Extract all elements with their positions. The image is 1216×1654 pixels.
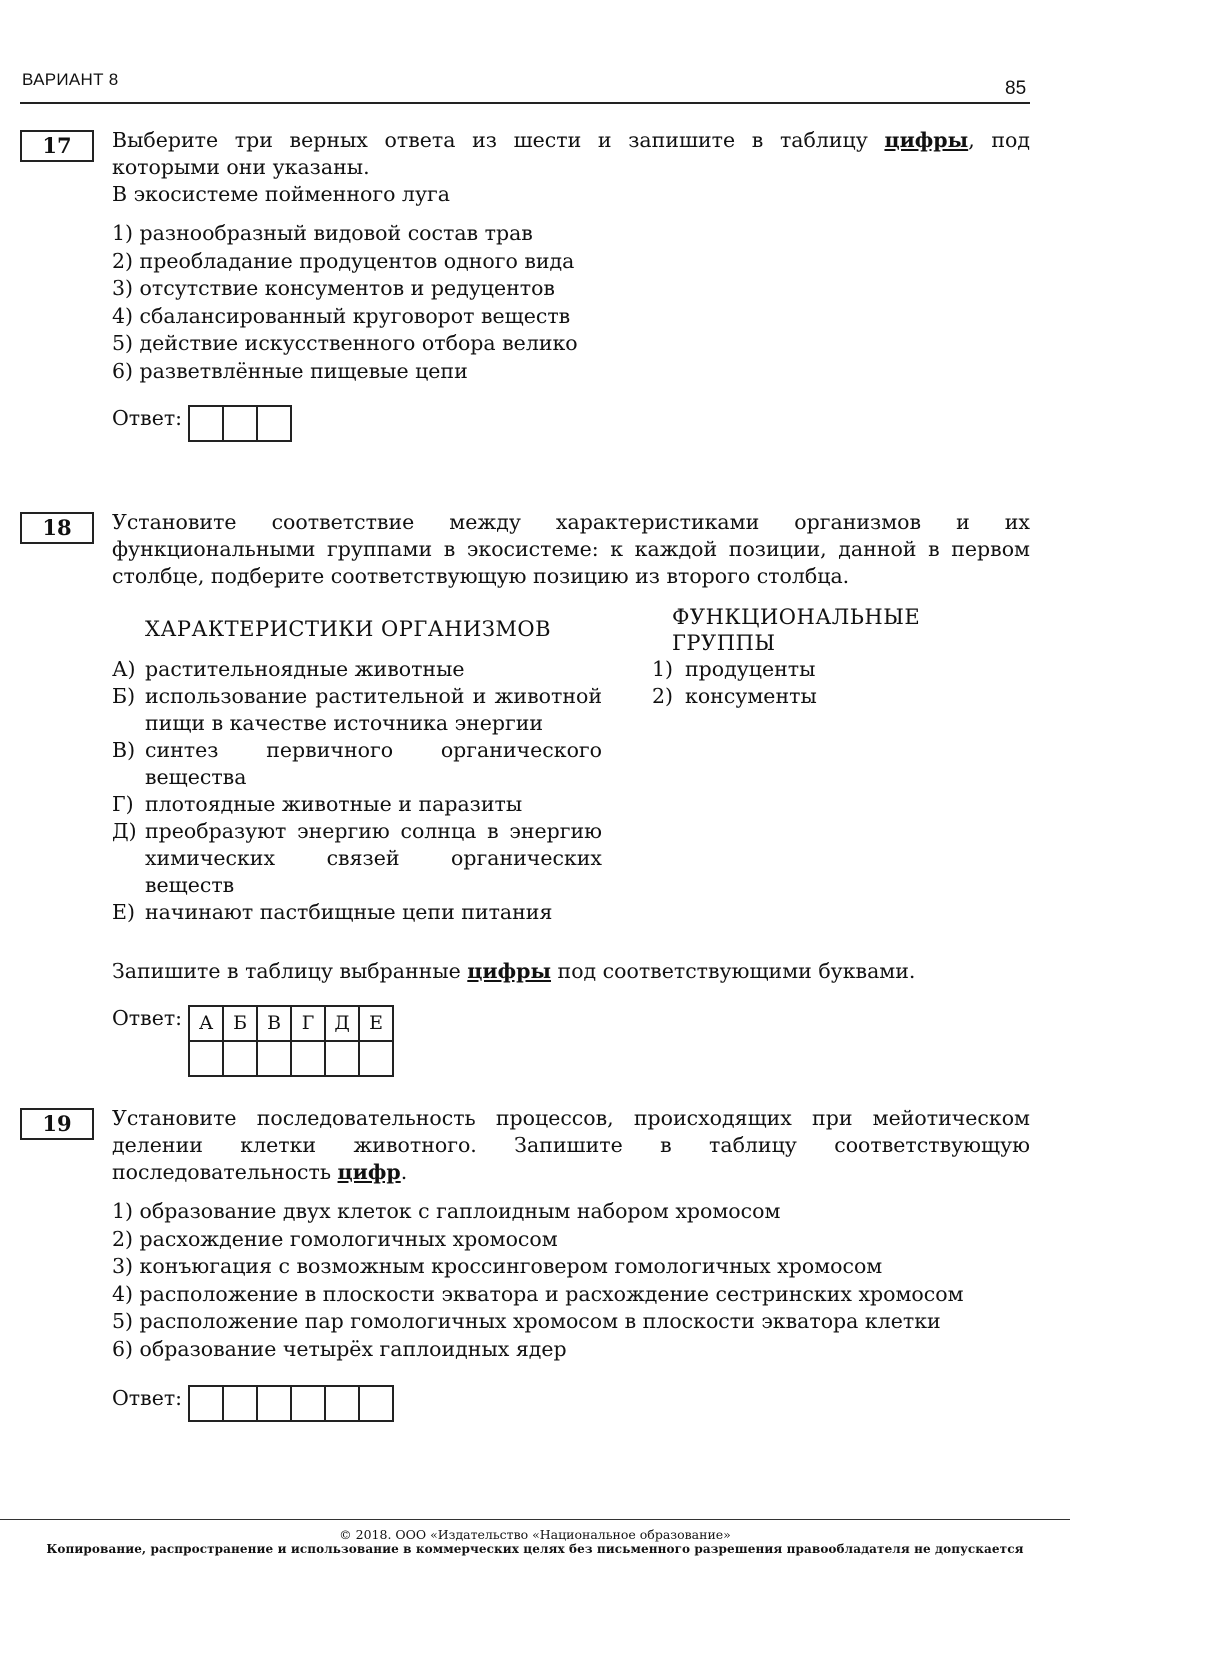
write-text-end: под соответствующими буквами.	[551, 959, 916, 983]
header-divider	[20, 102, 1030, 104]
item-text: плотоядные животные и паразиты	[145, 792, 523, 816]
characteristic-item	[112, 737, 602, 791]
instruction-text-end: .	[400, 1160, 408, 1184]
answer-label: Ответ:	[112, 406, 183, 430]
item-text: преобразуют энергию солнца в энергию химических связей органических веществ	[145, 819, 602, 897]
answer-grid	[188, 405, 292, 442]
characteristic-item	[112, 683, 602, 737]
task-instruction	[112, 127, 1030, 181]
item-key: А)	[112, 657, 136, 681]
answer-cell[interactable]	[291, 1041, 325, 1076]
item-text: продуценты	[685, 657, 816, 681]
answer-cell[interactable]	[325, 1041, 359, 1076]
answer-cell[interactable]	[325, 1386, 359, 1421]
answer-cell[interactable]	[223, 1041, 257, 1076]
characteristic-item	[112, 656, 602, 683]
characteristic-item	[112, 791, 602, 818]
option-item: 6) разветвлённые пищевые цепи	[112, 358, 468, 383]
matching-columns	[112, 604, 1030, 944]
item-text: растительноядные животные	[145, 657, 465, 681]
answer-cell[interactable]	[223, 1386, 257, 1421]
item-key: Г)	[112, 792, 134, 816]
answer-label: Ответ:	[112, 1006, 183, 1030]
answer-cell[interactable]	[257, 1041, 291, 1076]
answer-row	[112, 1385, 1030, 1422]
answer-column-header: А	[189, 1006, 223, 1041]
options-list	[112, 220, 1030, 385]
group-item	[652, 656, 982, 683]
item-text: использование растительной и животной пищи в качестве источника энергии	[145, 684, 602, 735]
item-text: начинают пастбищные цепи питания	[145, 900, 553, 924]
instruction-emphasis: цифры	[884, 128, 969, 152]
answer-cell[interactable]	[359, 1386, 393, 1421]
task-instruction: Установите соответствие между характеристиками организмов и их функциональными группами в экосистеме: к каждой позиции, данной в первом столбце, подберите соответствующую позицию из второго столбца.	[112, 510, 1030, 588]
group-item	[652, 683, 982, 710]
instruction-text-end: , под которыми они указаны.	[112, 128, 1030, 179]
task-number: 18	[20, 512, 94, 544]
item-text: консументы	[685, 684, 817, 708]
answer-row	[112, 1005, 1030, 1077]
answer-label: Ответ:	[112, 1386, 183, 1410]
groups-column	[652, 604, 982, 710]
answer-cell[interactable]	[189, 406, 223, 441]
option-item: 5) расположение пар гомологичных хромосом в плоскости экватора клетки	[112, 1309, 941, 1333]
footer-copyright: © 2018. ООО «Издательство «Национальное образование»	[339, 1527, 731, 1542]
characteristic-item	[112, 899, 602, 926]
task-prompt: В экосистеме пойменного луга	[112, 182, 450, 206]
item-key: 1)	[652, 657, 674, 681]
answer-cell[interactable]	[257, 406, 291, 441]
answer-column-header: Е	[359, 1006, 393, 1041]
answer-row	[112, 405, 1030, 442]
groups-header: ФУНКЦИОНАЛЬНЫЕ ГРУППЫ	[672, 605, 921, 655]
instruction-text: Выберите три верных ответа из шести и запишите в таблицу	[112, 128, 885, 152]
item-key: Д)	[112, 819, 137, 843]
task-body	[112, 509, 1030, 1077]
answer-grid	[188, 1385, 394, 1422]
write-text: Запишите в таблицу выбранные	[112, 959, 468, 983]
answer-column-header: Б	[223, 1006, 257, 1041]
option-item: 5) действие искусственного отбора велико	[112, 331, 578, 355]
characteristic-item	[112, 818, 602, 899]
option-item: 6) образование четырёх гаплоидных ядер	[112, 1336, 567, 1361]
item-key: Б)	[112, 684, 136, 708]
task-body	[112, 1105, 1030, 1422]
option-item: 4) сбалансированный круговорот веществ	[112, 303, 571, 328]
answer-cell[interactable]	[223, 406, 257, 441]
task-number: 17	[20, 130, 94, 162]
option-item: 1) образование двух клеток с гаплоидным набором хромосом	[112, 1199, 781, 1223]
characteristics-column	[112, 604, 602, 926]
answer-cell[interactable]	[257, 1386, 291, 1421]
answer-column-header: Г	[291, 1006, 325, 1041]
footer-notice: Копирование, распространение и использование в коммерческих целях без письменного разрешения правообладателя не допускается	[46, 1542, 1024, 1556]
answer-cell[interactable]	[189, 1386, 223, 1421]
option-item: 2) расхождение гомологичных хромосом	[112, 1226, 558, 1251]
answer-column-header: В	[257, 1006, 291, 1041]
item-key: Е)	[112, 900, 135, 924]
write-emphasis: цифры	[467, 959, 552, 983]
answer-cell[interactable]	[189, 1041, 223, 1076]
options-list	[112, 1198, 1030, 1363]
answer-cell[interactable]	[359, 1041, 393, 1076]
item-key: 2)	[652, 684, 674, 708]
characteristics-header: ХАРАКТЕРИСТИКИ ОРГАНИЗМОВ	[145, 617, 552, 641]
option-item: 3) конъюгация с возможным кроссинговером гомологичных хромосом	[112, 1254, 883, 1278]
footer-divider	[0, 1519, 1070, 1520]
write-instruction	[112, 958, 1030, 985]
instruction-emphasis: цифр	[337, 1160, 401, 1184]
task-instruction	[112, 1105, 1030, 1186]
option-item: 2) преобладание продуцентов одного вида	[112, 248, 575, 273]
item-text: синтез первичного органического вещества	[145, 738, 602, 789]
variant-label: ВАРИАНТ 8	[22, 70, 119, 89]
page-number: 85	[1005, 78, 1027, 99]
option-item: 3) отсутствие консументов и редуцентов	[112, 276, 555, 300]
option-item: 1) разнообразный видовой состав трав	[112, 221, 533, 245]
instruction-text: Установите последовательность процессов, происходящих при мейотическом делении клетки животного. Запишите в таблицу соответствующую последовательность	[112, 1106, 1030, 1184]
item-key: В)	[112, 738, 136, 762]
task-number: 19	[20, 1108, 94, 1140]
task-body	[112, 127, 1030, 442]
answer-column-header: Д	[325, 1006, 359, 1041]
answer-cell[interactable]	[291, 1386, 325, 1421]
answer-grid	[188, 1005, 394, 1077]
option-item: 4) расположение в плоскости экватора и расхождение сестринских хромосом	[112, 1281, 964, 1306]
